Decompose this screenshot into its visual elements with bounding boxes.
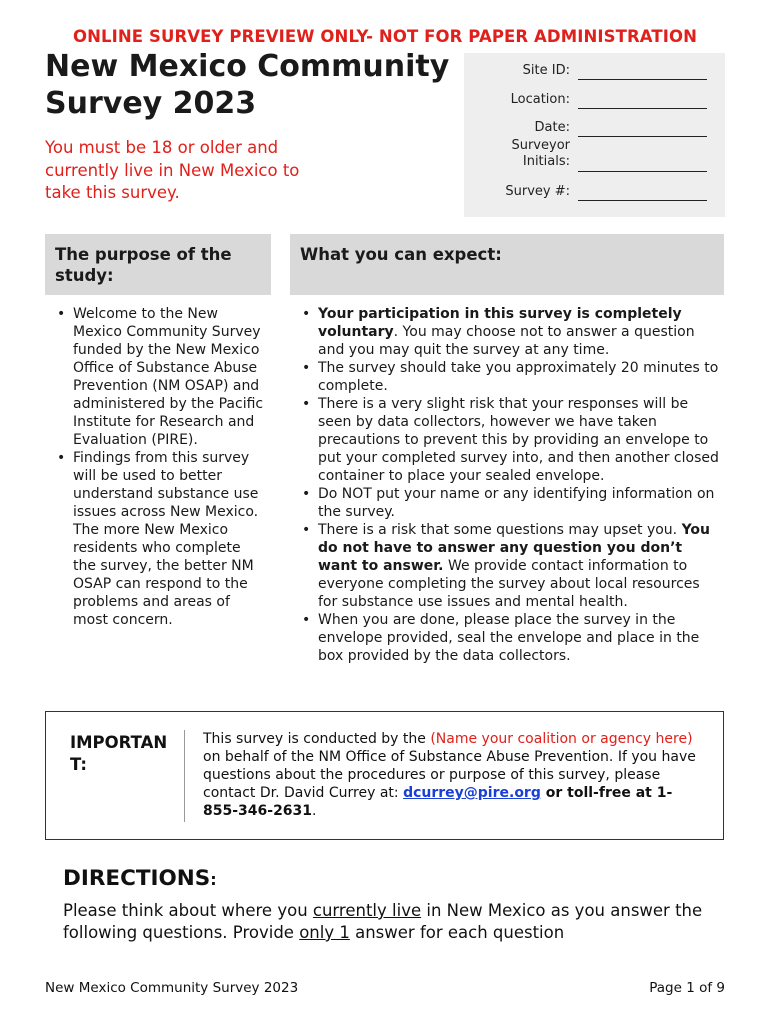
directions-t3: answer for each question	[349, 923, 565, 942]
directions-colon: :	[210, 870, 217, 889]
important-box	[45, 711, 724, 840]
footer-title: New Mexico Community Survey 2023	[45, 980, 299, 996]
date-label: Date:	[534, 120, 570, 135]
surveyor-initials-label: Surveyor Initials:	[511, 138, 570, 169]
directions-title-text: DIRECTIONS	[63, 866, 211, 891]
directions-only-one: only 1	[299, 923, 350, 942]
risk-text: There is a risk that some questions may upset you.	[318, 522, 682, 538]
page-number: Page 1 of 9	[649, 980, 725, 996]
important-text-body: on behalf of the NM Office of Substance Abuse Prevention. If you have questions about the procedures or purpose of this survey, please contact Dr. David Currey at:	[203, 749, 696, 801]
directions-t2: in New Mexico as you answer the following questions. Provide	[63, 901, 703, 942]
location-label: Location:	[510, 92, 570, 107]
coalition-placeholder: (Name your coalition or agency here)	[430, 731, 693, 747]
expect-list	[300, 305, 720, 665]
purpose-list	[55, 305, 267, 629]
important-text	[203, 730, 703, 820]
surveyor-initials-blank[interactable]	[578, 171, 707, 172]
list-item: • The survey should take you approximately 20 minutes to complete.	[300, 359, 720, 395]
directions-t1: Please think about where you	[63, 901, 313, 920]
toll-free-number: or toll-free at 1-855-346-2631	[203, 785, 673, 819]
site-id-blank[interactable]	[578, 79, 707, 80]
important-text-end: .	[312, 803, 317, 819]
list-item: • Do NOT put your name or any identifying information on the survey.	[300, 485, 720, 521]
important-text-intro: This survey is conducted by the	[203, 731, 431, 747]
date-blank[interactable]	[578, 136, 707, 137]
list-item: • There is a very slight risk that your responses will be seen by data collectors, however we have taken precautions to prevent this by providing an envelope to put your completed survey into, and then another closed container to place your sealed envelope.	[300, 395, 720, 485]
location-blank[interactable]	[578, 108, 707, 109]
list-item: • When you are done, please place the survey in the envelope provided, seal the envelope and place in the box provided by the data collectors.	[300, 611, 720, 665]
preview-banner: ONLINE SURVEY PREVIEW ONLY- NOT FOR PAPER ADMINISTRATION	[72, 27, 697, 46]
risk-rest: We provide contact information to everyone completing the survey about local resources for substance use issues and mental health.	[318, 558, 700, 610]
list-item: • Findings from this survey will be used to better understand substance use issues across New Mexico. The more New Mexico residents who complete the survey, the better NM OSAP can respond to the problems and areas of most concern.	[55, 449, 267, 629]
directions-currently-live: currently live	[312, 901, 422, 920]
list-item	[300, 305, 720, 359]
risk-bold: You do not have to answer any question you don’t want to answer.	[318, 522, 710, 574]
list-item: • Welcome to the New Mexico Community Survey funded by the New Mexico Office of Substance Abuse Prevention (NM OSAP) and administered by the Pacific Institute for Research and Evaluation (PIRE).	[55, 305, 267, 449]
site-id-label: Site ID:	[522, 63, 570, 78]
purpose-heading: The purpose of the study:	[45, 234, 271, 295]
survey-number-blank[interactable]	[578, 200, 707, 201]
important-divider	[184, 730, 185, 822]
voluntary-rest: . You may choose not to answer a question and you may quit the survey at any time.	[318, 324, 695, 358]
contact-email-link[interactable]: dcurrey@pire.org	[403, 785, 541, 801]
survey-number-label: Survey #:	[505, 184, 570, 199]
list-item	[300, 521, 720, 611]
directions-text	[63, 900, 723, 944]
expect-heading: What you can expect:	[290, 234, 724, 295]
voluntary-bold: Your participation in this survey is completely voluntary	[318, 306, 682, 340]
eligibility-notice: You must be 18 or older and currently live in New Mexico to take this survey.	[45, 138, 300, 202]
directions-heading	[63, 866, 217, 891]
important-label: IMPORTANT:	[70, 733, 168, 774]
page-title: New Mexico Community Survey 2023	[45, 49, 450, 121]
admin-fields-box	[464, 53, 725, 217]
